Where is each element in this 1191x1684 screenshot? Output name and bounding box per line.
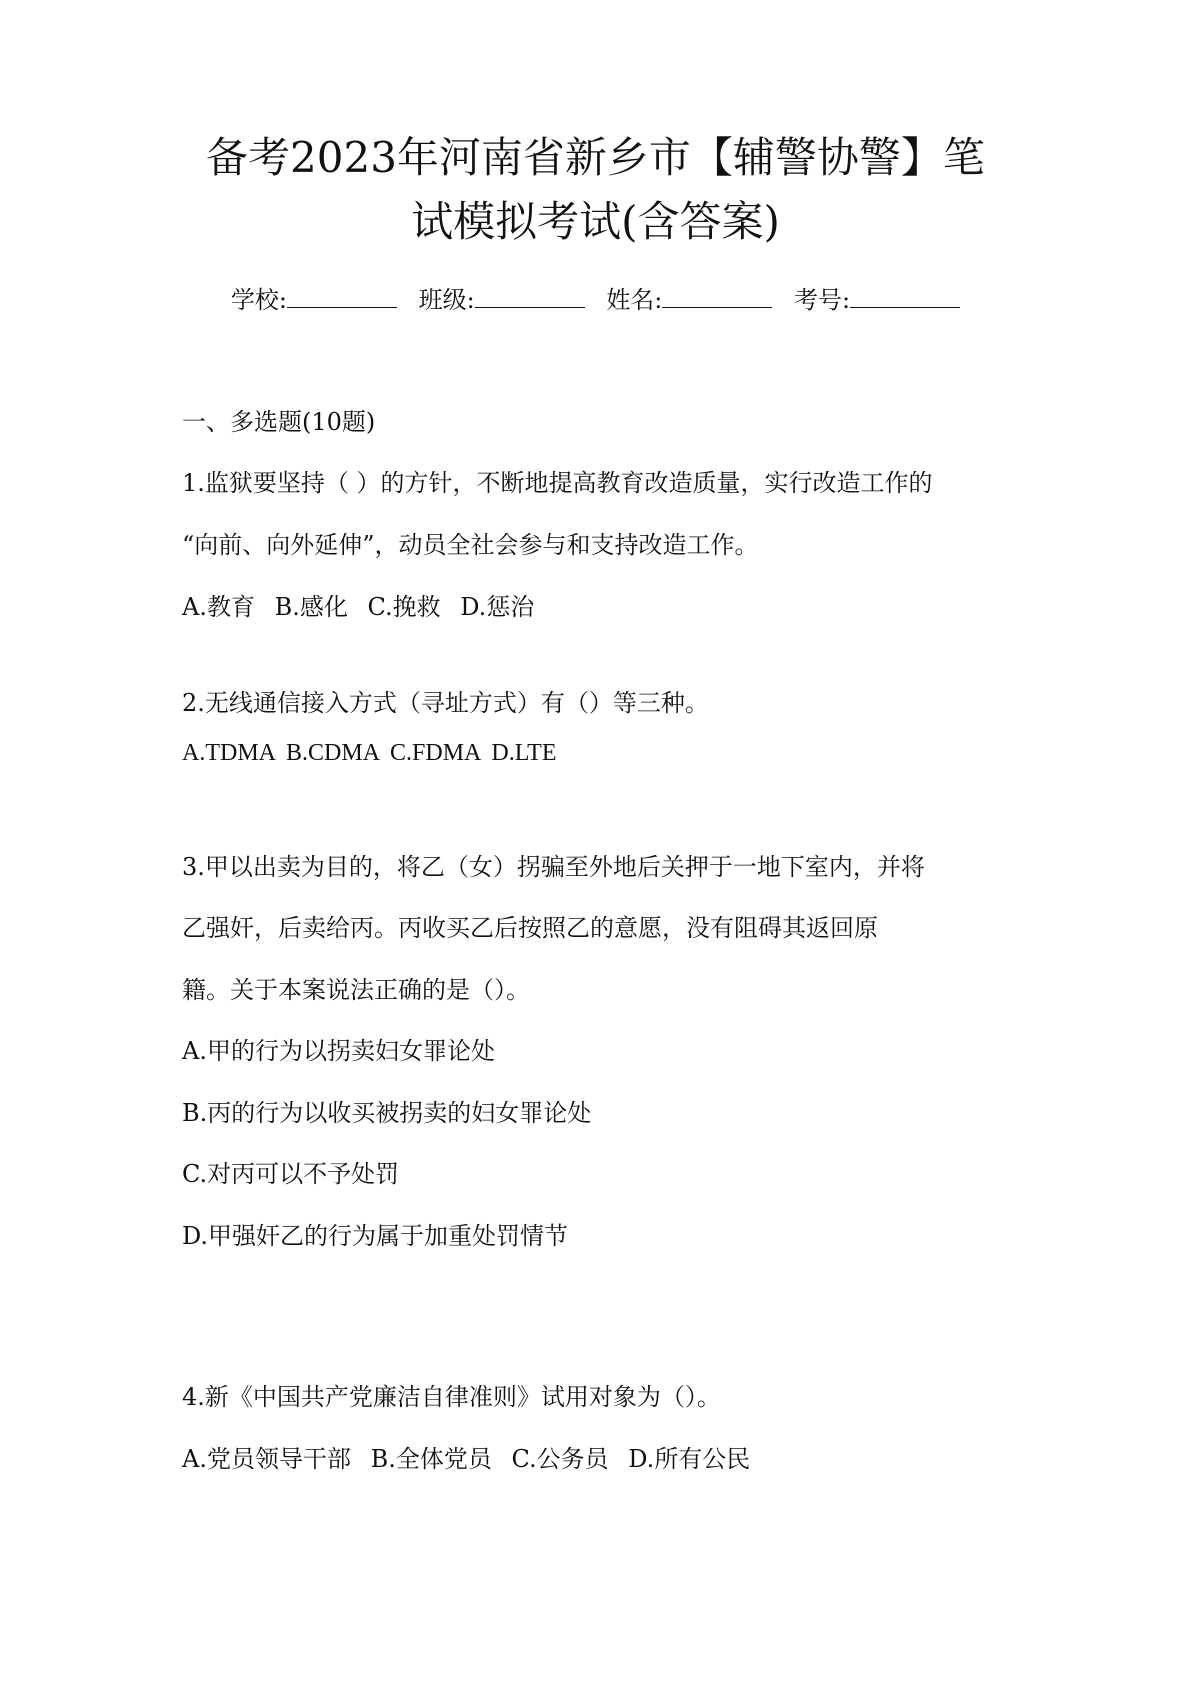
class-field [419,280,585,315]
school-field [231,280,397,315]
question-3-line-3: 籍。关于本案说法正确的是（）。 [182,976,530,1004]
question-4-line-1: 4.新《中国共产党廉洁自律准则》试用对象为（）。 [182,1383,721,1411]
option-d: D.LTE [491,740,557,766]
option-a: A.TDMA [182,740,276,766]
document-title-line-2: 试模拟考试(含答案) [411,197,780,246]
question-3-line-2: 乙强奸，后卖给丙。丙收买乙后按照乙的意愿，没有阻碍其返回原 [182,914,878,942]
option-b: B.CDMA [286,740,381,766]
option-c: C.公务员 [511,1445,609,1473]
class-blank [475,287,585,308]
option-b: B.感化 [274,593,348,621]
exam-number-blank [850,287,960,308]
option-a: A.党员领导干部 [182,1445,351,1473]
document-title-line-1: 备考2023年河南省新乡市【辅警协警】笔 [206,133,985,182]
option-b: B.全体党员 [370,1445,492,1473]
name-label: 姓名: [606,286,663,314]
question-3-line-1: 3.甲以出卖为目的，将乙（女）拐骗至外地后关押于一地下室内，并将 [182,853,925,881]
question-1-options [182,591,534,623]
exam-number-label: 考号: [794,286,851,314]
school-blank [287,287,397,308]
exam-number-field [794,280,960,315]
question-3-option-c: C.对丙可以不予处罚 [182,1160,400,1188]
question-3-option-d: D.甲强奸乙的行为属于加重处罚情节 [182,1222,569,1250]
name-field [606,280,772,315]
name-blank [662,287,772,308]
class-label: 班级: [418,286,475,314]
question-1-line-2: “向前、向外延伸”，动员全社会参与和支持改造工作。 [182,531,759,559]
section-heading: 一、多选题(10题) [182,408,376,436]
question-4-options [182,1443,750,1475]
question-2-line-1: 2.无线通信接入方式（寻址方式）有（）等三种。 [182,689,709,717]
question-1-line-1: 1.监狱要坚持（ ）的方针，不断地提高教育改造质量，实行改造工作的 [182,469,933,497]
question-3-option-a: A.甲的行为以拐卖妇女罪论处 [182,1037,495,1065]
student-info-row [0,280,1191,315]
school-label: 学校: [230,286,287,314]
question-3-option-b: B.丙的行为以收买被拐卖的妇女罪论处 [182,1099,592,1127]
option-a: A.教育 [182,593,255,621]
option-c: C.FDMA [390,740,482,766]
option-c: C.挽救 [367,593,441,621]
option-d: D.所有公民 [628,1445,751,1473]
option-d: D.惩治 [460,593,535,621]
question-2-options [182,737,557,769]
